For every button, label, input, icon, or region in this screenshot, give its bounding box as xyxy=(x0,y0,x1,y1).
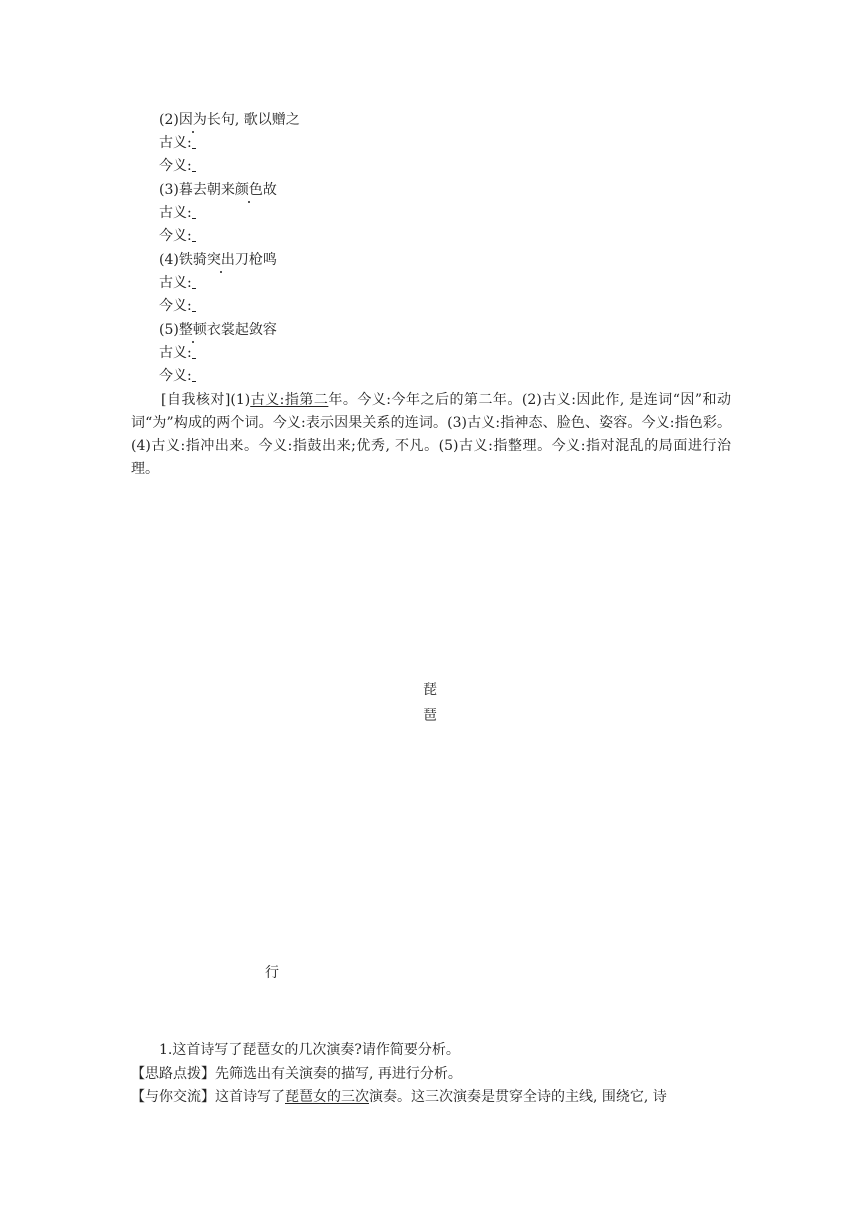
answer-blank[interactable] xyxy=(192,345,196,359)
answer-blank[interactable] xyxy=(192,298,196,312)
exchange-label: 【与你交流】 xyxy=(131,1089,215,1105)
self-check-label: [自我核对] xyxy=(161,392,231,408)
item-2-modern-meaning xyxy=(159,156,196,176)
exchange-line xyxy=(131,1087,667,1107)
modern-meaning-label: 今义: xyxy=(159,228,192,244)
item-number: (5) xyxy=(159,322,179,338)
sentence-text: 故 xyxy=(262,182,277,198)
item-4-sentence xyxy=(159,250,277,270)
ancient-meaning-label: 古义: xyxy=(159,345,192,361)
answer-text: 年。今义:今年之后的第二年。(2)古义:因此作, 是连词“因”和动词“为”构成的两个词。今义:表示因果关系的连词。(3)古义:指神态、脸色、姿容。今义:指色彩。(4)古义:指冲出来。今义:指鼓出来;优秀, 不凡。(5)古义:指整理。今义:指对混乱的局面进行治理。 xyxy=(131,392,731,477)
item-2-sentence xyxy=(159,110,300,130)
answer-blank[interactable] xyxy=(192,135,196,149)
answer-number: (1) xyxy=(230,392,251,408)
item-3-sentence xyxy=(159,180,277,200)
modern-meaning-label: 今义: xyxy=(159,368,192,384)
modern-meaning-label: 今义: xyxy=(159,158,192,174)
item-number: (4) xyxy=(159,252,179,268)
question-1: 1.这首诗写了琵琶女的几次演奏?请作简要分析。 xyxy=(159,1042,460,1058)
answer-blank[interactable] xyxy=(192,275,196,289)
item-5-modern-meaning xyxy=(159,366,196,386)
hint-line xyxy=(131,1064,462,1084)
emphasized-word: 因为 xyxy=(178,112,207,128)
item-5-ancient-meaning xyxy=(159,343,196,363)
item-2-ancient-meaning xyxy=(159,133,196,153)
title-char-1: 琵 xyxy=(423,682,437,698)
title-char-2: 琶 xyxy=(423,708,437,724)
item-4-modern-meaning xyxy=(159,296,196,316)
exchange-text: 演奏。这三次演奏是贯穿全诗的主线, 围绕它, 诗 xyxy=(369,1089,667,1105)
sentence-text: 铁骑 xyxy=(178,252,207,268)
underlined-answer: 古义:指第二 xyxy=(250,392,329,408)
ancient-meaning-label: 古义: xyxy=(159,275,192,291)
item-number: (3) xyxy=(159,182,179,198)
title-char-3: 行 xyxy=(265,965,279,981)
answer-blank[interactable] xyxy=(192,158,196,172)
exchange-text: 这首诗写了 xyxy=(215,1089,285,1105)
item-4-ancient-meaning xyxy=(159,273,196,293)
sentence-text: 长句, 歌以赠之 xyxy=(206,112,300,128)
emphasized-word: 颜色 xyxy=(234,182,263,198)
underlined-answer: 琵琶女的三次 xyxy=(285,1089,369,1105)
modern-meaning-label: 今义: xyxy=(159,298,192,314)
sentence-text: 衣裳起敛容 xyxy=(206,322,277,338)
hint-text: 先筛选出有关演奏的描写, 再进行分析。 xyxy=(215,1066,462,1082)
item-5-sentence xyxy=(159,320,277,340)
answer-blank[interactable] xyxy=(192,368,196,382)
item-3-ancient-meaning xyxy=(159,203,196,223)
item-number: (2) xyxy=(159,112,179,128)
ancient-meaning-label: 古义: xyxy=(159,135,192,151)
answer-blank[interactable] xyxy=(192,205,196,219)
sentence-text: 刀枪鸣 xyxy=(234,252,277,268)
sentence-text: 暮去朝来 xyxy=(178,182,235,198)
hint-label: 【思路点拨】 xyxy=(131,1066,215,1082)
ancient-meaning-label: 古义: xyxy=(159,205,192,221)
emphasized-word: 突出 xyxy=(206,252,235,268)
emphasized-word: 整顿 xyxy=(178,322,207,338)
answer-blank[interactable] xyxy=(192,228,196,242)
item-3-modern-meaning xyxy=(159,226,196,246)
self-check-paragraph xyxy=(131,389,731,481)
